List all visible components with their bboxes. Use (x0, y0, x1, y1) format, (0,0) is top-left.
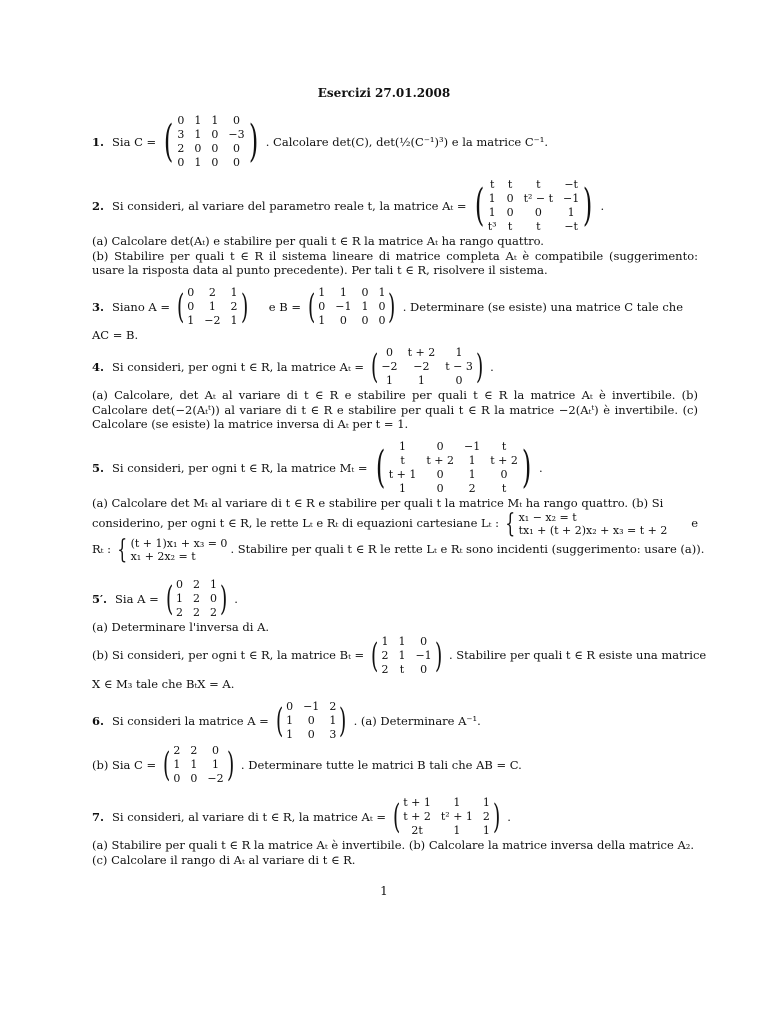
equation: x₁ + 2x₂ = t (130, 549, 196, 563)
left-paren-icon: ( (371, 347, 379, 387)
exercise-text: (b) Si consideri, per ogni t ∈ R, la matrice Bₜ = (92, 648, 365, 663)
matrix-entry: t (536, 220, 541, 233)
part-c: (c) Calcolare il rango di Aₜ al variare di t ∈ R. (92, 852, 356, 867)
matrix-entry: 1 (378, 286, 386, 299)
exercise-text: . (490, 359, 494, 374)
exercise-number: 7. (92, 809, 105, 824)
exercise-text: Si consideri la matrice A = (112, 713, 269, 728)
system-lines (519, 511, 668, 537)
matrix-entry: 1 (385, 374, 393, 387)
matrix-entry: t (507, 220, 513, 233)
matrix-grid (318, 286, 385, 328)
matrix-entry: 0 (212, 744, 220, 757)
matrix-entry: −t (564, 178, 578, 191)
matrix-entry: 0 (500, 468, 508, 481)
matrix-entry: 0 (436, 468, 444, 481)
matrix-entry: t + 2 (403, 810, 431, 823)
matrix-entry: 2 (329, 700, 337, 713)
exercise-text: . (507, 809, 511, 824)
matrix-entry: 1 (194, 128, 202, 141)
matrix-grid (173, 744, 223, 786)
matrix-entry: 2 (381, 662, 389, 676)
matrix-entry: t (536, 178, 541, 191)
left-paren-icon: ( (275, 701, 284, 741)
matrix-entry: 1 (173, 758, 181, 771)
matrix-c (160, 114, 262, 170)
matrix-entry: 0 (455, 374, 463, 387)
matrix-entry: t (399, 662, 405, 676)
matrix-entry: 1 (417, 374, 425, 387)
right-paren-icon: ) (240, 287, 248, 327)
brace-icon: { (505, 508, 516, 539)
matrix-entry: 0 (173, 772, 181, 785)
matrix-b (305, 286, 399, 328)
equation: x₁ − x₂ = t (518, 510, 577, 524)
exercise-3 (92, 286, 698, 343)
left-paren-icon: ( (392, 797, 401, 837)
matrix-entry: 1 (318, 286, 326, 299)
matrix-entry: 1 (453, 824, 461, 837)
matrix-entry: −2 (413, 360, 430, 373)
matrix-entry: 0 (361, 314, 369, 327)
exercise-4 (92, 346, 698, 432)
matrix-entry: 0 (187, 300, 195, 313)
matrix-entry: 1 (230, 314, 238, 327)
matrix-a-t (368, 346, 486, 388)
exercise-1 (92, 114, 698, 170)
exercise-text: . Determinare tutte le matrici B tali che AB = C. (240, 757, 522, 772)
exercise-text: Siano A = (112, 299, 171, 314)
matrix-entry: 1 (208, 300, 216, 313)
matrix-entry: 1 (468, 468, 476, 481)
system-l (502, 508, 668, 539)
exercise-number: 5′. (92, 591, 108, 606)
matrix-entry: −1 (303, 700, 320, 713)
matrix-entry: 1 (209, 578, 217, 591)
matrix-m-t (372, 440, 535, 496)
matrix-entry: 2 (177, 142, 185, 155)
matrix-entry: 0 (436, 482, 444, 495)
matrix-entry: −2 (207, 772, 224, 785)
matrix-entry: t (501, 482, 507, 495)
part-a: (a) Determinare l'inversa di A. (92, 620, 270, 634)
right-paren-icon: ) (492, 797, 501, 837)
matrix-entry: 1 (190, 758, 198, 771)
matrix-entry: 1 (482, 824, 490, 837)
matrix-entry: 1 (339, 286, 347, 299)
matrix-entry: 2 (190, 744, 198, 757)
matrix-entry: 1 (361, 300, 369, 313)
exercise-text: . (234, 591, 238, 606)
exercise-text: (a) Calcolare, det Aₜ al variare di t ∈ R e stabilire per quali t ∈ R la matrice Aₜ è invertibile. (b) Calcolare det(−2(Aₜᵗ)) al variare di t ∈ R e stabilire per quali t ∈ R la matrice −2(Aₜᵗ) è invertibile. (c) Calcolare (se esiste) la matrice inversa di Aₜ per t = 1. (92, 388, 698, 431)
left-paren-icon: ( (165, 579, 173, 619)
matrix-entry: 0 (378, 314, 386, 327)
matrix-entry: 1 (194, 156, 202, 169)
matrix-entry: 0 (286, 700, 294, 713)
matrix-entry: 0 (436, 440, 444, 453)
matrix-entry: t + 2 (407, 346, 436, 359)
matrix-entry: 0 (211, 156, 219, 169)
matrix-entry: 0 (190, 772, 198, 785)
left-paren-icon: ( (474, 180, 484, 231)
matrix-entry: 0 (307, 728, 315, 741)
matrix-entry: t (507, 178, 513, 191)
matrix-entry: t² + 1 (440, 810, 473, 823)
matrix-entry: 0 (506, 192, 514, 205)
matrix-entry: 2 (208, 286, 216, 299)
left-paren-icon: ( (375, 442, 385, 493)
matrix-entry: 2 (468, 482, 476, 495)
exercise-5 (92, 440, 705, 565)
matrix-entry: −1 (464, 440, 481, 453)
matrix-entry: t + 1 (403, 796, 431, 809)
left-paren-icon: ( (371, 635, 379, 676)
matrix-a-t (390, 796, 503, 838)
exercise-text: Rₜ : (92, 542, 112, 557)
exercise-text: AC = B. (92, 328, 139, 342)
matrix-a (163, 578, 231, 620)
right-paren-icon: ) (521, 442, 532, 493)
matrix-entry: −1 (563, 192, 580, 205)
brace-icon: { (117, 534, 128, 565)
matrix-entry: −t (564, 220, 578, 233)
matrix-entry: t² − t (523, 192, 554, 205)
matrix-entry: 0 (420, 662, 428, 676)
exercise-text: e B = (268, 299, 301, 314)
matrix-entry: t (489, 178, 495, 191)
exercise-text: . Determinare (se esiste) una matrice C tale che (402, 299, 684, 314)
matrix-entry: 1 (455, 346, 463, 359)
exercise-text: Si consideri, al variare del parametro reale t, la matrice Aₜ = (112, 198, 467, 213)
part-b: (b) Stabilire per quali t ∈ R il sistema lineare di matrice completa Aₜ è compatibile (suggerimento: usare la risposta data al punto precedente). Per tali t ∈ R, risolvere il sistema. (92, 248, 698, 277)
matrix-b-t (368, 635, 445, 677)
matrix-entry: 1 (488, 206, 496, 219)
matrix-entry: 0 (420, 634, 428, 648)
matrix-entry: 1 (212, 758, 220, 771)
exercise-text: Si consideri, al variare di t ∈ R, la matrice Aₜ = (112, 809, 386, 824)
matrix-entry: 1 (194, 114, 202, 127)
matrix-entry: 1 (399, 440, 407, 453)
matrix-entry: 3 (329, 728, 337, 741)
matrix-entry: t + 2 (426, 454, 454, 467)
exercise-number: 4. (92, 359, 105, 374)
matrix-grid (286, 700, 336, 742)
matrix-entry: 0 (177, 114, 185, 127)
matrix-entry: t − 3 (445, 360, 473, 373)
matrix-entry: 0 (209, 592, 217, 605)
exercise-5-prime (92, 578, 707, 691)
matrix-entry: 3 (177, 128, 185, 141)
matrix-entry: 0 (232, 142, 240, 155)
matrix-entry: 1 (399, 482, 407, 495)
exercise-text: . (600, 198, 605, 213)
exercise-text: e (691, 516, 698, 531)
exercise-6 (92, 700, 698, 786)
matrix-entry: 1 (488, 192, 496, 205)
matrix-entry: 0 (194, 142, 202, 155)
exercise-text: Si consideri, per ogni t ∈ R, la matrice Mₜ = (112, 460, 368, 475)
right-paren-icon: ) (583, 180, 593, 231)
exercise-number: 3. (92, 299, 105, 314)
matrix-entry: 0 (378, 300, 386, 313)
exercise-text: . (a) Determinare A⁻¹. (353, 713, 481, 728)
matrix-grid (403, 796, 490, 838)
matrix-entry: 1 (381, 634, 389, 648)
right-paren-icon: ) (226, 745, 234, 785)
right-paren-icon: ) (339, 701, 347, 741)
matrix-entry: 1 (567, 206, 575, 219)
matrix-entry: 0 (506, 206, 514, 219)
matrix-grid (389, 440, 518, 496)
left-paren-icon: ( (177, 287, 185, 327)
matrix-entry: −1 (335, 300, 352, 313)
matrix-entry: 0 (187, 286, 195, 299)
exercise-number: 2. (92, 198, 105, 213)
exercise-text: Sia A = (115, 591, 159, 606)
exercise-text: Sia C = (112, 134, 157, 149)
matrix-entry: 0 (211, 142, 219, 155)
matrix-entry: 1 (318, 314, 326, 327)
matrix-a (174, 286, 251, 328)
matrix-entry: 0 (385, 346, 393, 359)
exercise-text: . (539, 460, 543, 475)
matrix-entry: t (501, 440, 507, 453)
matrix-entry: 1 (398, 648, 406, 662)
exercise-text: . Calcolare det(C), det(½(C⁻¹)³) e la matrice C⁻¹. (265, 134, 548, 149)
matrix-entry: t (400, 454, 405, 467)
matrix-entry: 1 (482, 796, 490, 809)
matrix-entry: 0 (211, 128, 219, 141)
matrix-entry: 1 (175, 592, 183, 605)
equation: (t + 1)x₁ + x₃ = 0 (130, 536, 228, 550)
exercise-text: X ∈ M₃ tale che BₜX = A. (92, 676, 235, 691)
right-paren-icon: ) (475, 347, 484, 387)
matrix-entry: 1 (453, 796, 461, 809)
matrix-a (273, 700, 350, 742)
equation: tx₁ + (t + 2)x₂ + x₃ = t + 2 (518, 523, 668, 537)
matrix-entry: 1 (286, 728, 294, 741)
exercise-text: (b) Sia C = (92, 757, 157, 772)
page-number: 1 (380, 884, 388, 898)
matrix-entry: 2t (411, 824, 423, 837)
matrix-entry: 2 (175, 606, 183, 619)
left-paren-icon: ( (163, 745, 171, 785)
exercise-7 (92, 796, 698, 867)
exercise-number: 6. (92, 713, 105, 728)
matrix-entry: 2 (192, 578, 200, 591)
matrix-entry: 1 (329, 714, 337, 727)
matrix-entry: −3 (228, 128, 245, 141)
matrix-entry: −2 (204, 314, 221, 327)
matrix-grid (187, 286, 237, 328)
left-paren-icon: ( (307, 287, 316, 327)
part-a: (a) Calcolare det(Aₜ) e stabilire per quali t ∈ R la matrice Aₜ ha rango quattro. (92, 234, 544, 248)
matrix-entry: 2 (209, 606, 217, 619)
matrix-entry: 0 (232, 114, 240, 127)
matrix-entry: 2 (173, 744, 181, 757)
matrix-grid (381, 635, 431, 677)
matrix-entry: 2 (192, 606, 200, 619)
exercise-text: considerino, per ogni t ∈ R, le rette Lₜ e Rₜ di equazioni cartesiane Lₜ : (92, 516, 500, 531)
part-a: (a) Calcolare det Mₜ al variare di t ∈ R e stabilire per quali t la matrice Mₜ ha rango quattro. (b) Si (92, 496, 664, 510)
matrix-grid (381, 346, 473, 388)
matrix-a-t (471, 178, 597, 234)
left-paren-icon: ( (164, 116, 174, 167)
matrix-entry: 1 (398, 634, 406, 648)
matrix-entry: 1 (187, 314, 195, 327)
matrix-entry: t + 1 (388, 468, 417, 481)
matrix-grid (176, 578, 217, 620)
matrix-entry: 0 (175, 578, 183, 591)
system-lines (131, 537, 228, 563)
matrix-entry: 0 (318, 300, 326, 313)
matrix-entry: 2 (230, 300, 238, 313)
matrix-entry: 0 (361, 286, 369, 299)
matrix-entry: 0 (307, 714, 315, 727)
matrix-entry: 1 (230, 286, 238, 299)
matrix-grid (177, 114, 244, 170)
matrix-entry: 0 (339, 314, 347, 327)
matrix-entry: 1 (286, 714, 294, 727)
matrix-entry: 0 (232, 156, 240, 169)
matrix-entry: 2 (482, 810, 490, 823)
matrix-entry: 2 (192, 592, 200, 605)
matrix-entry: 1 (211, 114, 219, 127)
page-title: Esercizi 27.01.2008 (317, 86, 451, 100)
exercise-text: . Stabilire per quali t ∈ R le rette Lₜ e Rₜ sono incidenti (suggerimento: usare (a)). (230, 542, 705, 557)
matrix-entry: 0 (534, 206, 542, 219)
right-paren-icon: ) (248, 116, 258, 167)
right-paren-icon: ) (219, 579, 228, 619)
exercise-text: Si consideri, per ogni t ∈ R, la matrice Aₜ = (112, 359, 365, 374)
matrix-entry: −1 (415, 648, 432, 662)
exercise-number: 5. (92, 460, 105, 475)
part-a: (a) Stabilire per quali t ∈ R la matrice Aₜ è invertibile. (b) Calcolare la matrice inversa della matrice A₂. (92, 838, 695, 852)
matrix-entry: −2 (381, 360, 398, 373)
matrix-grid (488, 178, 580, 234)
right-paren-icon: ) (434, 635, 442, 676)
matrix-entry: 1 (468, 454, 476, 467)
system-r (114, 534, 228, 565)
matrix-entry: t + 2 (490, 454, 518, 467)
matrix-c (160, 744, 237, 786)
right-paren-icon: ) (388, 287, 396, 327)
exercise-text: . Stabilire per quali t ∈ R esiste una matrice (448, 648, 707, 663)
matrix-entry: 0 (177, 156, 185, 169)
exercise-2 (92, 178, 698, 278)
matrix-entry: t³ (487, 220, 497, 233)
matrix-entry: 2 (381, 648, 389, 662)
exercise-number: 1. (92, 134, 105, 149)
